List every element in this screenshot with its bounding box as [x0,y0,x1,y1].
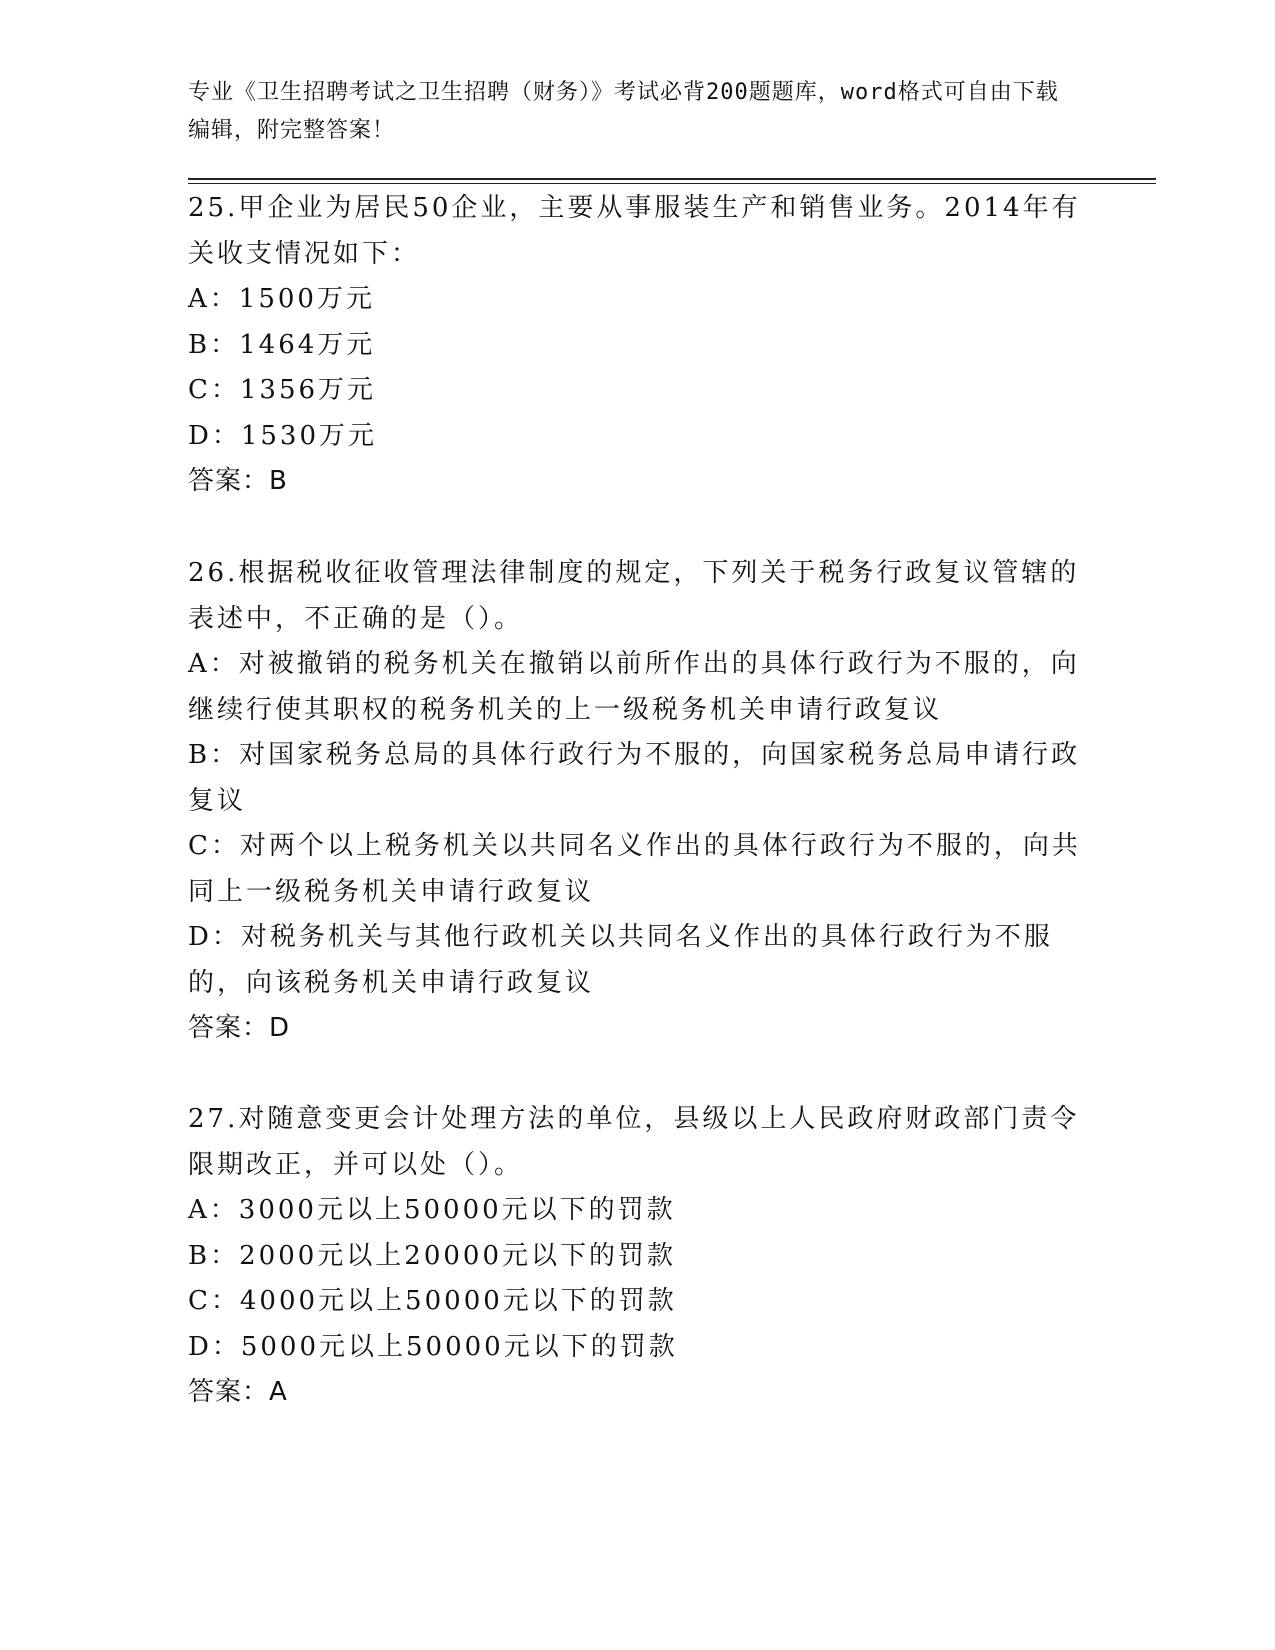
option-c: C：对两个以上税务机关以共同名义作出的具体行政行为不服的，向共同上一级税务机关申请行政复议 [188,831,1081,907]
option-c: C：1356万元 [188,375,377,405]
header-divider-thin [188,183,1156,184]
question-25 [188,186,1088,505]
option-a: A：3000元以上50000元以下的罚款 [188,1195,676,1225]
question-26 [188,551,1088,1052]
option-b: B：对国家税务总局的具体行政行为不服的，向国家税务总局申请行政复议 [188,740,1081,816]
option-c: C：4000元以上50000元以下的罚款 [188,1286,677,1316]
option-d: D：5000元以上50000元以下的罚款 [188,1331,678,1362]
option-a: A：对被撤销的税务机关在撤销以前所作出的具体行政行为不服的，向继续行使其职权的税务机关的上一级税务机关申请行政复议 [188,649,1080,725]
option-b: B：2000元以上20000元以下的罚款 [188,1240,676,1271]
answer-line: 答案：D [188,1013,291,1043]
question-27 [188,1097,1088,1416]
header-divider-thick [188,178,1156,180]
answer-line: 答案：A [188,1377,288,1407]
option-d: D：1530万元 [188,420,378,451]
option-a: A：1500万元 [188,284,375,314]
question-stem: 26.根据税收征收管理法律制度的规定，下列关于税务行政复议管辖的表述中，不正确的是（）。 [188,558,1080,634]
option-d: D：对税务机关与其他行政机关以共同名义作出的具体行政行为不服的，向该税务机关申请行政复议 [188,922,1053,998]
question-stem: 25.甲企业为居民50企业，主要从事服装生产和销售业务。2014年有关收支情况如下： [188,193,1081,269]
option-b: B：1464万元 [188,329,376,360]
question-stem: 27.对随意变更会计处理方法的单位，县级以上人民政府财政部门责令限期改正，并可以处（）。 [188,1104,1080,1180]
answer-line: 答案：B [188,466,288,496]
document-header: 专业《卫生招聘考试之卫生招聘（财务）》考试必背200题题库，word格式可自由下载编辑，附完整答案！ [188,80,1059,143]
